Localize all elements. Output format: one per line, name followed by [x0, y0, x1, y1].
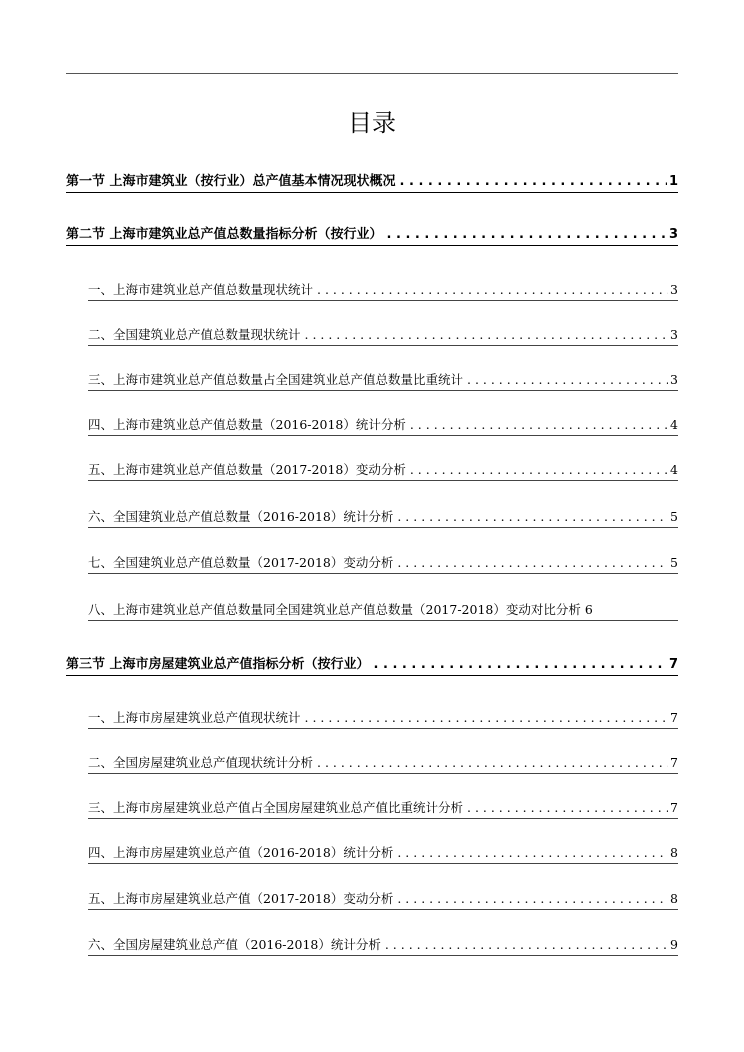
toc-entry-2-1[interactable] [88, 280, 678, 300]
toc-entry-label: 三、上海市房屋建筑业总产值占全国房屋建筑业总产值比重统计分析 [88, 800, 464, 815]
toc-entry-2-5[interactable] [88, 460, 678, 480]
dot-leader [305, 708, 669, 728]
page-title: 目录 [348, 109, 396, 137]
toc-entry-label: 四、上海市房屋建筑业总产值（2016-2018）统计分析 [88, 845, 394, 860]
toc-entry-3-6[interactable] [88, 935, 678, 955]
toc-entry-2-7[interactable] [88, 553, 678, 573]
toc-entry-page: 4 [670, 417, 678, 432]
dot-leader [397, 553, 668, 573]
link-underline [88, 955, 678, 956]
dot-leader [410, 415, 668, 435]
dot-leader [397, 507, 668, 527]
link-underline [88, 620, 678, 621]
toc-entry-page: 7 [670, 800, 678, 815]
link-underline [88, 527, 678, 528]
link-underline [66, 245, 678, 246]
toc-entry-label: 五、上海市建筑业总产值总数量（2017-2018）变动分析 [88, 462, 406, 477]
toc-entry-page: 3 [670, 327, 678, 342]
dot-leader [397, 889, 668, 909]
toc-entry-label: 四、上海市建筑业总产值总数量（2016-2018）统计分析 [88, 417, 406, 432]
toc-entry-2-8[interactable] [88, 600, 678, 620]
toc-entry-label: 八、上海市建筑业总产值总数量同全国建筑业总产值总数量（2017-2018）变动对比分析 [88, 602, 581, 617]
toc-entry-2-6[interactable] [88, 507, 678, 527]
toc-entry-3-5[interactable] [88, 889, 678, 909]
toc-entry-label: 六、全国建筑业总产值总数量（2016-2018）统计分析 [88, 509, 394, 524]
link-underline [88, 909, 678, 910]
dot-leader [410, 460, 668, 480]
toc-entry-page: 3 [670, 282, 678, 297]
link-underline [88, 773, 678, 774]
dot-leader [467, 798, 668, 818]
link-underline [88, 345, 678, 346]
toc-entry-2-3[interactable] [88, 370, 678, 390]
toc-entry-3-2[interactable] [88, 753, 678, 773]
toc-entry-section-2[interactable] [66, 225, 678, 245]
toc-entry-page: 5 [670, 555, 678, 570]
dot-leader [400, 172, 667, 192]
toc-entry-label: 第一节 上海市建筑业（按行业）总产值基本情况现状概况 [66, 174, 396, 189]
link-underline [88, 480, 678, 481]
toc-entry-page: 3 [670, 372, 678, 387]
toc-entry-label: 五、上海市房屋建筑业总产值（2017-2018）变动分析 [88, 891, 394, 906]
toc-entry-label: 第二节 上海市建筑业总产值总数量指标分析（按行业） [66, 227, 383, 242]
toc-entry-3-1[interactable] [88, 708, 678, 728]
dot-leader [317, 280, 668, 300]
toc-entry-page: 7 [670, 710, 678, 725]
link-underline [88, 573, 678, 574]
toc-entry-label: 七、全国建筑业总产值总数量（2017-2018）变动分析 [88, 555, 394, 570]
dot-leader [385, 935, 668, 955]
link-underline [66, 675, 678, 676]
toc-entry-label: 二、全国房屋建筑业总产值现状统计分析 [88, 755, 314, 770]
toc-entry-page: 7 [670, 755, 678, 770]
dot-leader [387, 225, 667, 245]
toc-entry-label: 一、上海市房屋建筑业总产值现状统计 [88, 710, 301, 725]
toc-entry-page: 7 [668, 657, 678, 672]
toc-entry-page: 8 [670, 845, 678, 860]
toc-entry-3-4[interactable] [88, 843, 678, 863]
dot-leader [374, 655, 667, 675]
toc-entry-label: 三、上海市建筑业总产值总数量占全国建筑业总产值总数量比重统计 [88, 372, 464, 387]
toc-entry-label: 二、全国建筑业总产值总数量现状统计 [88, 327, 301, 342]
link-underline [88, 728, 678, 729]
toc-entry-page: 3 [668, 227, 678, 242]
toc-entry-page: 9 [670, 937, 678, 952]
dot-leader [317, 753, 668, 773]
dot-leader [305, 325, 669, 345]
dot-leader [397, 843, 668, 863]
toc-entry-2-4[interactable] [88, 415, 678, 435]
toc-entry-label: 六、全国房屋建筑业总产值（2016-2018）统计分析 [88, 937, 381, 952]
link-underline [66, 192, 678, 193]
link-underline [88, 435, 678, 436]
dot-leader [467, 370, 668, 390]
link-underline [88, 390, 678, 391]
toc-entry-page: 4 [670, 462, 678, 477]
toc-entry-label: 第三节 上海市房屋建筑业总产值指标分析（按行业） [66, 657, 370, 672]
link-underline [88, 300, 678, 301]
link-underline [88, 863, 678, 864]
toc-entry-page: 1 [668, 174, 678, 189]
toc-entry-3-3[interactable] [88, 798, 678, 818]
toc-entry-page: 6 [584, 602, 593, 617]
toc-entry-section-1[interactable] [66, 172, 678, 192]
toc-entry-section-3[interactable] [66, 655, 678, 675]
link-underline [88, 818, 678, 819]
toc-entry-label: 一、上海市建筑业总产值总数量现状统计 [88, 282, 314, 297]
toc-entry-2-2[interactable] [88, 325, 678, 345]
toc-entry-page: 8 [670, 891, 678, 906]
toc-entry-page: 5 [670, 509, 678, 524]
